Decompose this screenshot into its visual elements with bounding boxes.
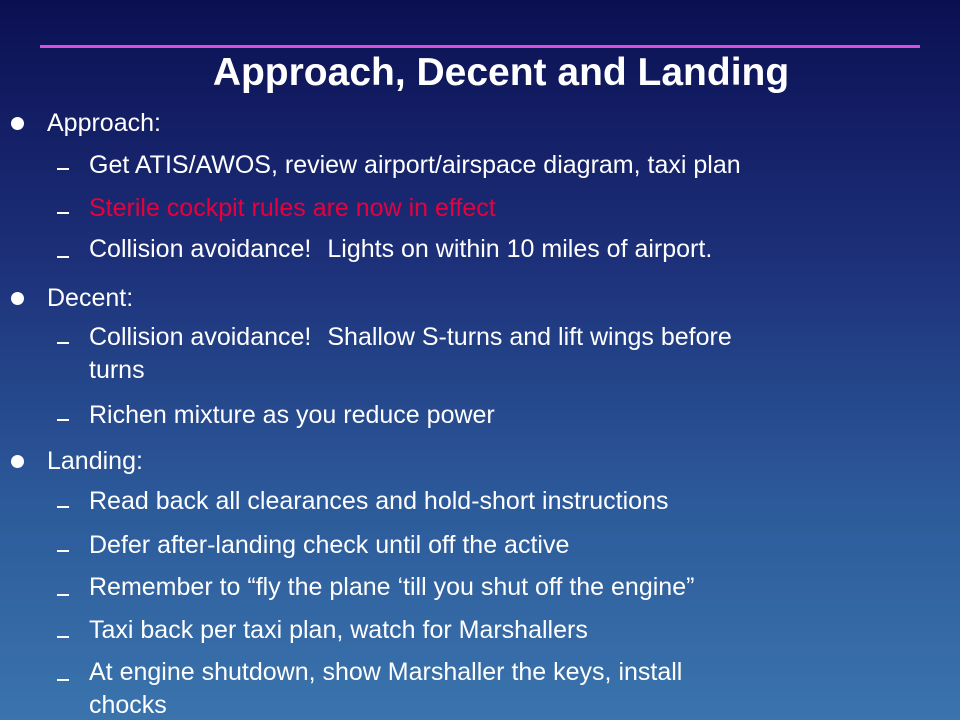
dash-icon	[57, 256, 69, 258]
dash-icon	[57, 679, 69, 681]
dash-icon	[57, 506, 69, 508]
dash-icon	[57, 168, 69, 170]
bullet-icon	[11, 292, 24, 305]
dash-icon	[57, 636, 69, 638]
list-item: Defer after-landing check until off the active	[89, 531, 570, 559]
list-item	[89, 234, 712, 264]
list-item: Taxi back per taxi plan, watch for Marshallers	[89, 616, 588, 644]
list-item-highlight: Sterile cockpit rules are now in effect	[89, 194, 496, 222]
list-item	[89, 322, 732, 352]
dash-icon	[57, 342, 69, 344]
list-item: At engine shutdown, show Marshaller the keys, install	[89, 658, 683, 686]
list-item: Get ATIS/AWOS, review airport/airspace diagram, taxi plan	[89, 151, 741, 179]
list-item-continuation: turns	[89, 356, 145, 384]
list-item-part: Shallow S-turns and lift wings before	[327, 323, 732, 351]
list-item-part: Collision avoidance!	[89, 323, 312, 351]
section-heading-landing: Landing:	[47, 447, 143, 475]
list-item-part: Collision avoidance!	[89, 235, 312, 263]
list-item: Read back all clearances and hold-short instructions	[89, 487, 669, 515]
slide-title: Approach, Decent and Landing	[212, 51, 790, 94]
section-heading-decent: Decent:	[47, 284, 134, 312]
dash-icon	[57, 419, 69, 421]
bullet-icon	[11, 117, 24, 130]
dash-icon	[57, 212, 69, 214]
dash-icon	[57, 550, 69, 552]
list-item: Remember to “fly the plane ‘till you shut off the engine”	[89, 573, 695, 601]
list-item: Richen mixture as you reduce power	[89, 401, 495, 429]
bullet-icon	[11, 455, 24, 468]
dash-icon	[57, 594, 69, 596]
list-item-part: Lights on within 10 miles of airport.	[327, 235, 713, 263]
section-heading-approach: Approach:	[47, 109, 161, 137]
list-item-continuation: chocks	[89, 691, 167, 719]
